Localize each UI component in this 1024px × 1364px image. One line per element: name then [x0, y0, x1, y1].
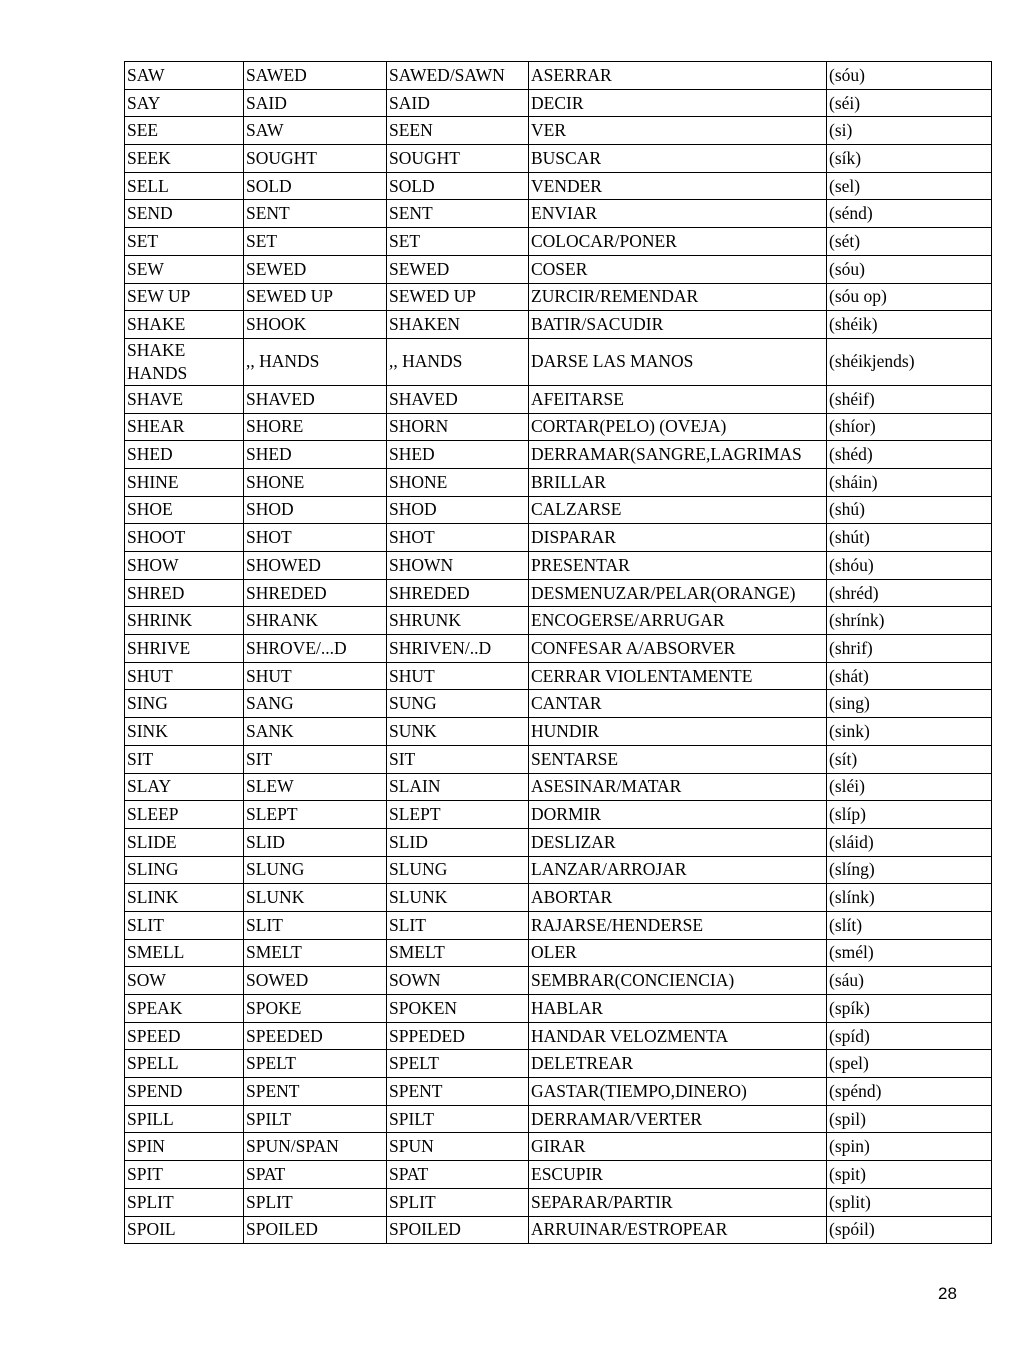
cell-infinitive: SPELL: [125, 1050, 244, 1078]
cell-pronunciation: (sít): [827, 745, 992, 773]
cell-spanish-meaning: GIRAR: [529, 1133, 827, 1161]
cell-infinitive: SHUT: [125, 662, 244, 690]
table-row: [125, 1050, 992, 1078]
cell-past-participle: SEWED: [387, 255, 529, 283]
cell-past-participle: SHAKEN: [387, 311, 529, 339]
table-row: [125, 1105, 992, 1133]
table-row: [125, 145, 992, 173]
cell-past-participle: SHUT: [387, 662, 529, 690]
cell-spanish-meaning: CORTAR(PELO) (OVEJA): [529, 413, 827, 441]
cell-infinitive: SLING: [125, 856, 244, 884]
cell-past-simple: ,, HANDS: [244, 338, 387, 385]
cell-spanish-meaning: ABORTAR: [529, 884, 827, 912]
table-row: [125, 311, 992, 339]
cell-pronunciation: (sík): [827, 145, 992, 173]
cell-spanish-meaning: COSER: [529, 255, 827, 283]
cell-pronunciation: (shéik): [827, 311, 992, 339]
cell-pronunciation: (sénd): [827, 200, 992, 228]
cell-pronunciation: (sing): [827, 690, 992, 718]
cell-spanish-meaning: DARSE LAS MANOS: [529, 338, 827, 385]
cell-pronunciation: (si): [827, 117, 992, 145]
table-row: [125, 200, 992, 228]
cell-infinitive: SHAVE: [125, 385, 244, 413]
cell-infinitive: SAY: [125, 89, 244, 117]
table-row: [125, 856, 992, 884]
cell-infinitive: SING: [125, 690, 244, 718]
cell-pronunciation: (spík): [827, 995, 992, 1023]
cell-past-participle: SAID: [387, 89, 529, 117]
table-row: [125, 773, 992, 801]
cell-past-participle: SOLD: [387, 172, 529, 200]
cell-pronunciation: (shrif): [827, 635, 992, 663]
cell-past-simple: SPEEDED: [244, 1022, 387, 1050]
cell-past-simple: SET: [244, 228, 387, 256]
cell-past-simple: SLIT: [244, 911, 387, 939]
cell-past-simple: SANG: [244, 690, 387, 718]
cell-past-participle: SAWED/SAWN: [387, 62, 529, 90]
cell-past-participle: SHREDED: [387, 579, 529, 607]
cell-past-participle: SOUGHT: [387, 145, 529, 173]
table-row: [125, 1188, 992, 1216]
cell-past-simple: SANK: [244, 718, 387, 746]
cell-past-participle: SET: [387, 228, 529, 256]
cell-pronunciation: (sel): [827, 172, 992, 200]
cell-infinitive: SLIDE: [125, 828, 244, 856]
cell-past-participle: SHRIVEN/..D: [387, 635, 529, 663]
cell-past-participle: SHED: [387, 441, 529, 469]
cell-pronunciation: (shíor): [827, 413, 992, 441]
cell-spanish-meaning: DERRAMAR(SANGRE,LAGRIMAS: [529, 441, 827, 469]
page-number: 28: [938, 1284, 957, 1303]
cell-past-simple: SHROVE/...D: [244, 635, 387, 663]
cell-past-participle: SENT: [387, 200, 529, 228]
cell-past-participle: SHONE: [387, 468, 529, 496]
cell-past-participle: SLUNK: [387, 884, 529, 912]
cell-spanish-meaning: DERRAMAR/VERTER: [529, 1105, 827, 1133]
cell-past-participle: SLEPT: [387, 801, 529, 829]
cell-past-simple: SHAVED: [244, 385, 387, 413]
cell-infinitive: SHRIVE: [125, 635, 244, 663]
cell-past-simple: SAWED: [244, 62, 387, 90]
cell-pronunciation: (split): [827, 1188, 992, 1216]
cell-spanish-meaning: HUNDIR: [529, 718, 827, 746]
cell-spanish-meaning: SEPARAR/PARTIR: [529, 1188, 827, 1216]
cell-past-simple: SENT: [244, 200, 387, 228]
cell-spanish-meaning: VENDER: [529, 172, 827, 200]
cell-pronunciation: (spit): [827, 1161, 992, 1189]
irregular-verbs-table: [124, 61, 992, 1244]
cell-spanish-meaning: LANZAR/ARROJAR: [529, 856, 827, 884]
cell-past-simple: SLUNK: [244, 884, 387, 912]
cell-pronunciation: (shóu): [827, 552, 992, 580]
cell-spanish-meaning: BATIR/SACUDIR: [529, 311, 827, 339]
cell-past-simple: SPELT: [244, 1050, 387, 1078]
cell-spanish-meaning: DORMIR: [529, 801, 827, 829]
cell-past-simple: SPOKE: [244, 995, 387, 1023]
cell-past-participle: SLAIN: [387, 773, 529, 801]
table-row: [125, 745, 992, 773]
cell-pronunciation: (spénd): [827, 1078, 992, 1106]
cell-spanish-meaning: DISPARAR: [529, 524, 827, 552]
cell-pronunciation: (shéif): [827, 385, 992, 413]
cell-pronunciation: (shéd): [827, 441, 992, 469]
cell-infinitive: SEE: [125, 117, 244, 145]
cell-pronunciation: (slíng): [827, 856, 992, 884]
cell-pronunciation: (spin): [827, 1133, 992, 1161]
cell-past-participle: SPOKEN: [387, 995, 529, 1023]
cell-past-simple: SAW: [244, 117, 387, 145]
cell-past-participle: SPELT: [387, 1050, 529, 1078]
cell-past-simple: SPLIT: [244, 1188, 387, 1216]
cell-past-participle: SLUNG: [387, 856, 529, 884]
cell-spanish-meaning: SENTARSE: [529, 745, 827, 773]
cell-spanish-meaning: COLOCAR/PONER: [529, 228, 827, 256]
cell-past-simple: SEWED: [244, 255, 387, 283]
table-row: [125, 690, 992, 718]
cell-past-simple: SOUGHT: [244, 145, 387, 173]
cell-infinitive: SPEED: [125, 1022, 244, 1050]
cell-past-participle: SEEN: [387, 117, 529, 145]
cell-past-simple: SOWED: [244, 967, 387, 995]
table-row: [125, 255, 992, 283]
table-row: [125, 1022, 992, 1050]
cell-pronunciation: (sháin): [827, 468, 992, 496]
cell-spanish-meaning: BUSCAR: [529, 145, 827, 173]
cell-past-simple: SHOD: [244, 496, 387, 524]
table-row: [125, 172, 992, 200]
cell-infinitive: SOW: [125, 967, 244, 995]
cell-infinitive: SLINK: [125, 884, 244, 912]
cell-past-simple: SPILT: [244, 1105, 387, 1133]
cell-spanish-meaning: PRESENTAR: [529, 552, 827, 580]
cell-spanish-meaning: DESLIZAR: [529, 828, 827, 856]
cell-spanish-meaning: VER: [529, 117, 827, 145]
cell-infinitive: SHED: [125, 441, 244, 469]
cell-infinitive: SLEEP: [125, 801, 244, 829]
cell-spanish-meaning: CALZARSE: [529, 496, 827, 524]
cell-infinitive: SPLIT: [125, 1188, 244, 1216]
cell-pronunciation: (shát): [827, 662, 992, 690]
cell-past-participle: SPENT: [387, 1078, 529, 1106]
cell-past-participle: SHORN: [387, 413, 529, 441]
cell-past-participle: SLID: [387, 828, 529, 856]
cell-infinitive: SHAKE: [125, 311, 244, 339]
cell-spanish-meaning: ASESINAR/MATAR: [529, 773, 827, 801]
cell-infinitive: SINK: [125, 718, 244, 746]
cell-pronunciation: (spel): [827, 1050, 992, 1078]
cell-pronunciation: (spóil): [827, 1216, 992, 1244]
cell-infinitive: SEW: [125, 255, 244, 283]
table-row: [125, 662, 992, 690]
table-row: [125, 228, 992, 256]
cell-past-participle: SHOD: [387, 496, 529, 524]
cell-infinitive: SPIN: [125, 1133, 244, 1161]
cell-infinitive: SHOW: [125, 552, 244, 580]
cell-infinitive: SMELL: [125, 939, 244, 967]
table-row: [125, 911, 992, 939]
cell-past-simple: SPAT: [244, 1161, 387, 1189]
cell-past-participle: SIT: [387, 745, 529, 773]
cell-past-simple: SLID: [244, 828, 387, 856]
cell-pronunciation: (sink): [827, 718, 992, 746]
cell-past-simple: SHOWED: [244, 552, 387, 580]
cell-pronunciation: (slít): [827, 911, 992, 939]
cell-infinitive: SEEK: [125, 145, 244, 173]
table-row: [125, 995, 992, 1023]
cell-infinitive: SEND: [125, 200, 244, 228]
table-row: [125, 718, 992, 746]
cell-infinitive: SPILL: [125, 1105, 244, 1133]
cell-past-participle: SOWN: [387, 967, 529, 995]
table-row: [125, 524, 992, 552]
cell-spanish-meaning: ZURCIR/REMENDAR: [529, 283, 827, 311]
cell-spanish-meaning: RAJARSE/HENDERSE: [529, 911, 827, 939]
cell-infinitive: SHRINK: [125, 607, 244, 635]
cell-past-simple: SHOOK: [244, 311, 387, 339]
cell-infinitive: SPEND: [125, 1078, 244, 1106]
table-row: [125, 496, 992, 524]
cell-infinitive: SET: [125, 228, 244, 256]
cell-past-participle: SHRUNK: [387, 607, 529, 635]
cell-past-simple: SMELT: [244, 939, 387, 967]
cell-spanish-meaning: CANTAR: [529, 690, 827, 718]
table-row: [125, 939, 992, 967]
table-row: [125, 468, 992, 496]
cell-pronunciation: (shrínk): [827, 607, 992, 635]
cell-past-participle: ,, HANDS: [387, 338, 529, 385]
cell-infinitive: SPEAK: [125, 995, 244, 1023]
cell-past-simple: SHED: [244, 441, 387, 469]
cell-spanish-meaning: AFEITARSE: [529, 385, 827, 413]
cell-past-simple: SHUT: [244, 662, 387, 690]
cell-spanish-meaning: SEMBRAR(CONCIENCIA): [529, 967, 827, 995]
cell-past-participle: SPUN: [387, 1133, 529, 1161]
cell-past-participle: SPOILED: [387, 1216, 529, 1244]
cell-past-simple: SHOT: [244, 524, 387, 552]
table-row: [125, 1133, 992, 1161]
table-row: [125, 441, 992, 469]
cell-pronunciation: (sléi): [827, 773, 992, 801]
cell-past-simple: SLUNG: [244, 856, 387, 884]
cell-pronunciation: (sóu): [827, 62, 992, 90]
table-row: [125, 1078, 992, 1106]
table-row: [125, 413, 992, 441]
cell-infinitive: SHRED: [125, 579, 244, 607]
cell-infinitive: SELL: [125, 172, 244, 200]
cell-past-simple: SHREDED: [244, 579, 387, 607]
cell-infinitive: SHOOT: [125, 524, 244, 552]
cell-past-simple: SIT: [244, 745, 387, 773]
table-row: [125, 635, 992, 663]
cell-spanish-meaning: ENCOGERSE/ARRUGAR: [529, 607, 827, 635]
cell-pronunciation: (sáu): [827, 967, 992, 995]
cell-infinitive: SLIT: [125, 911, 244, 939]
cell-spanish-meaning: DELETREAR: [529, 1050, 827, 1078]
cell-past-simple: SLEPT: [244, 801, 387, 829]
table-row: [125, 579, 992, 607]
cell-pronunciation: (smél): [827, 939, 992, 967]
cell-past-participle: SPPEDED: [387, 1022, 529, 1050]
cell-infinitive: SHAKE HANDS: [125, 338, 244, 385]
cell-past-simple: SOLD: [244, 172, 387, 200]
cell-infinitive: SHOE: [125, 496, 244, 524]
cell-infinitive: SHINE: [125, 468, 244, 496]
cell-past-simple: SHRANK: [244, 607, 387, 635]
cell-spanish-meaning: CONFESAR A/ABSORVER: [529, 635, 827, 663]
cell-pronunciation: (slíp): [827, 801, 992, 829]
cell-spanish-meaning: DESMENUZAR/PELAR(ORANGE): [529, 579, 827, 607]
table-row: [125, 385, 992, 413]
cell-past-participle: SHOT: [387, 524, 529, 552]
table-row: [125, 283, 992, 311]
cell-spanish-meaning: BRILLAR: [529, 468, 827, 496]
cell-pronunciation: (shút): [827, 524, 992, 552]
table-row: [125, 884, 992, 912]
cell-spanish-meaning: HABLAR: [529, 995, 827, 1023]
cell-past-participle: SUNG: [387, 690, 529, 718]
cell-infinitive: SLAY: [125, 773, 244, 801]
cell-past-participle: SPLIT: [387, 1188, 529, 1216]
cell-pronunciation: (sét): [827, 228, 992, 256]
cell-pronunciation: (sláid): [827, 828, 992, 856]
cell-pronunciation: (shú): [827, 496, 992, 524]
cell-spanish-meaning: ASERRAR: [529, 62, 827, 90]
table-row: [125, 607, 992, 635]
cell-spanish-meaning: GASTAR(TIEMPO,DINERO): [529, 1078, 827, 1106]
cell-pronunciation: (shréd): [827, 579, 992, 607]
cell-past-participle: SLIT: [387, 911, 529, 939]
cell-past-participle: SMELT: [387, 939, 529, 967]
cell-infinitive: SPOIL: [125, 1216, 244, 1244]
cell-pronunciation: (sóu op): [827, 283, 992, 311]
table-row: [125, 89, 992, 117]
cell-infinitive: SHEAR: [125, 413, 244, 441]
cell-spanish-meaning: ENVIAR: [529, 200, 827, 228]
cell-past-simple: SAID: [244, 89, 387, 117]
cell-pronunciation: (spíd): [827, 1022, 992, 1050]
cell-past-participle: SPAT: [387, 1161, 529, 1189]
table-row: [125, 1216, 992, 1244]
cell-past-simple: SHONE: [244, 468, 387, 496]
table-row: [125, 828, 992, 856]
cell-spanish-meaning: ESCUPIR: [529, 1161, 827, 1189]
cell-spanish-meaning: CERRAR VIOLENTAMENTE: [529, 662, 827, 690]
table-row: [125, 62, 992, 90]
cell-infinitive: SPIT: [125, 1161, 244, 1189]
cell-past-participle: SHOWN: [387, 552, 529, 580]
cell-spanish-meaning: OLER: [529, 939, 827, 967]
cell-past-participle: SHAVED: [387, 385, 529, 413]
table-row: [125, 801, 992, 829]
cell-past-simple: SEWED UP: [244, 283, 387, 311]
cell-past-simple: SPOILED: [244, 1216, 387, 1244]
cell-past-participle: SEWED UP: [387, 283, 529, 311]
cell-past-simple: SPENT: [244, 1078, 387, 1106]
cell-past-participle: SPILT: [387, 1105, 529, 1133]
cell-pronunciation: (sóu): [827, 255, 992, 283]
table-row: [125, 338, 992, 385]
cell-pronunciation: (spil): [827, 1105, 992, 1133]
cell-pronunciation: (slínk): [827, 884, 992, 912]
cell-infinitive: SAW: [125, 62, 244, 90]
cell-spanish-meaning: HANDAR VELOZMENTA: [529, 1022, 827, 1050]
cell-pronunciation: (shéikjends): [827, 338, 992, 385]
table-row: [125, 1161, 992, 1189]
cell-infinitive: SIT: [125, 745, 244, 773]
cell-past-simple: SLEW: [244, 773, 387, 801]
cell-past-simple: SHORE: [244, 413, 387, 441]
cell-past-simple: SPUN/SPAN: [244, 1133, 387, 1161]
cell-spanish-meaning: DECIR: [529, 89, 827, 117]
cell-infinitive: SEW UP: [125, 283, 244, 311]
table-row: [125, 117, 992, 145]
table-row: [125, 552, 992, 580]
cell-past-participle: SUNK: [387, 718, 529, 746]
table-row: [125, 967, 992, 995]
cell-spanish-meaning: ARRUINAR/ESTROPEAR: [529, 1216, 827, 1244]
cell-pronunciation: (séi): [827, 89, 992, 117]
